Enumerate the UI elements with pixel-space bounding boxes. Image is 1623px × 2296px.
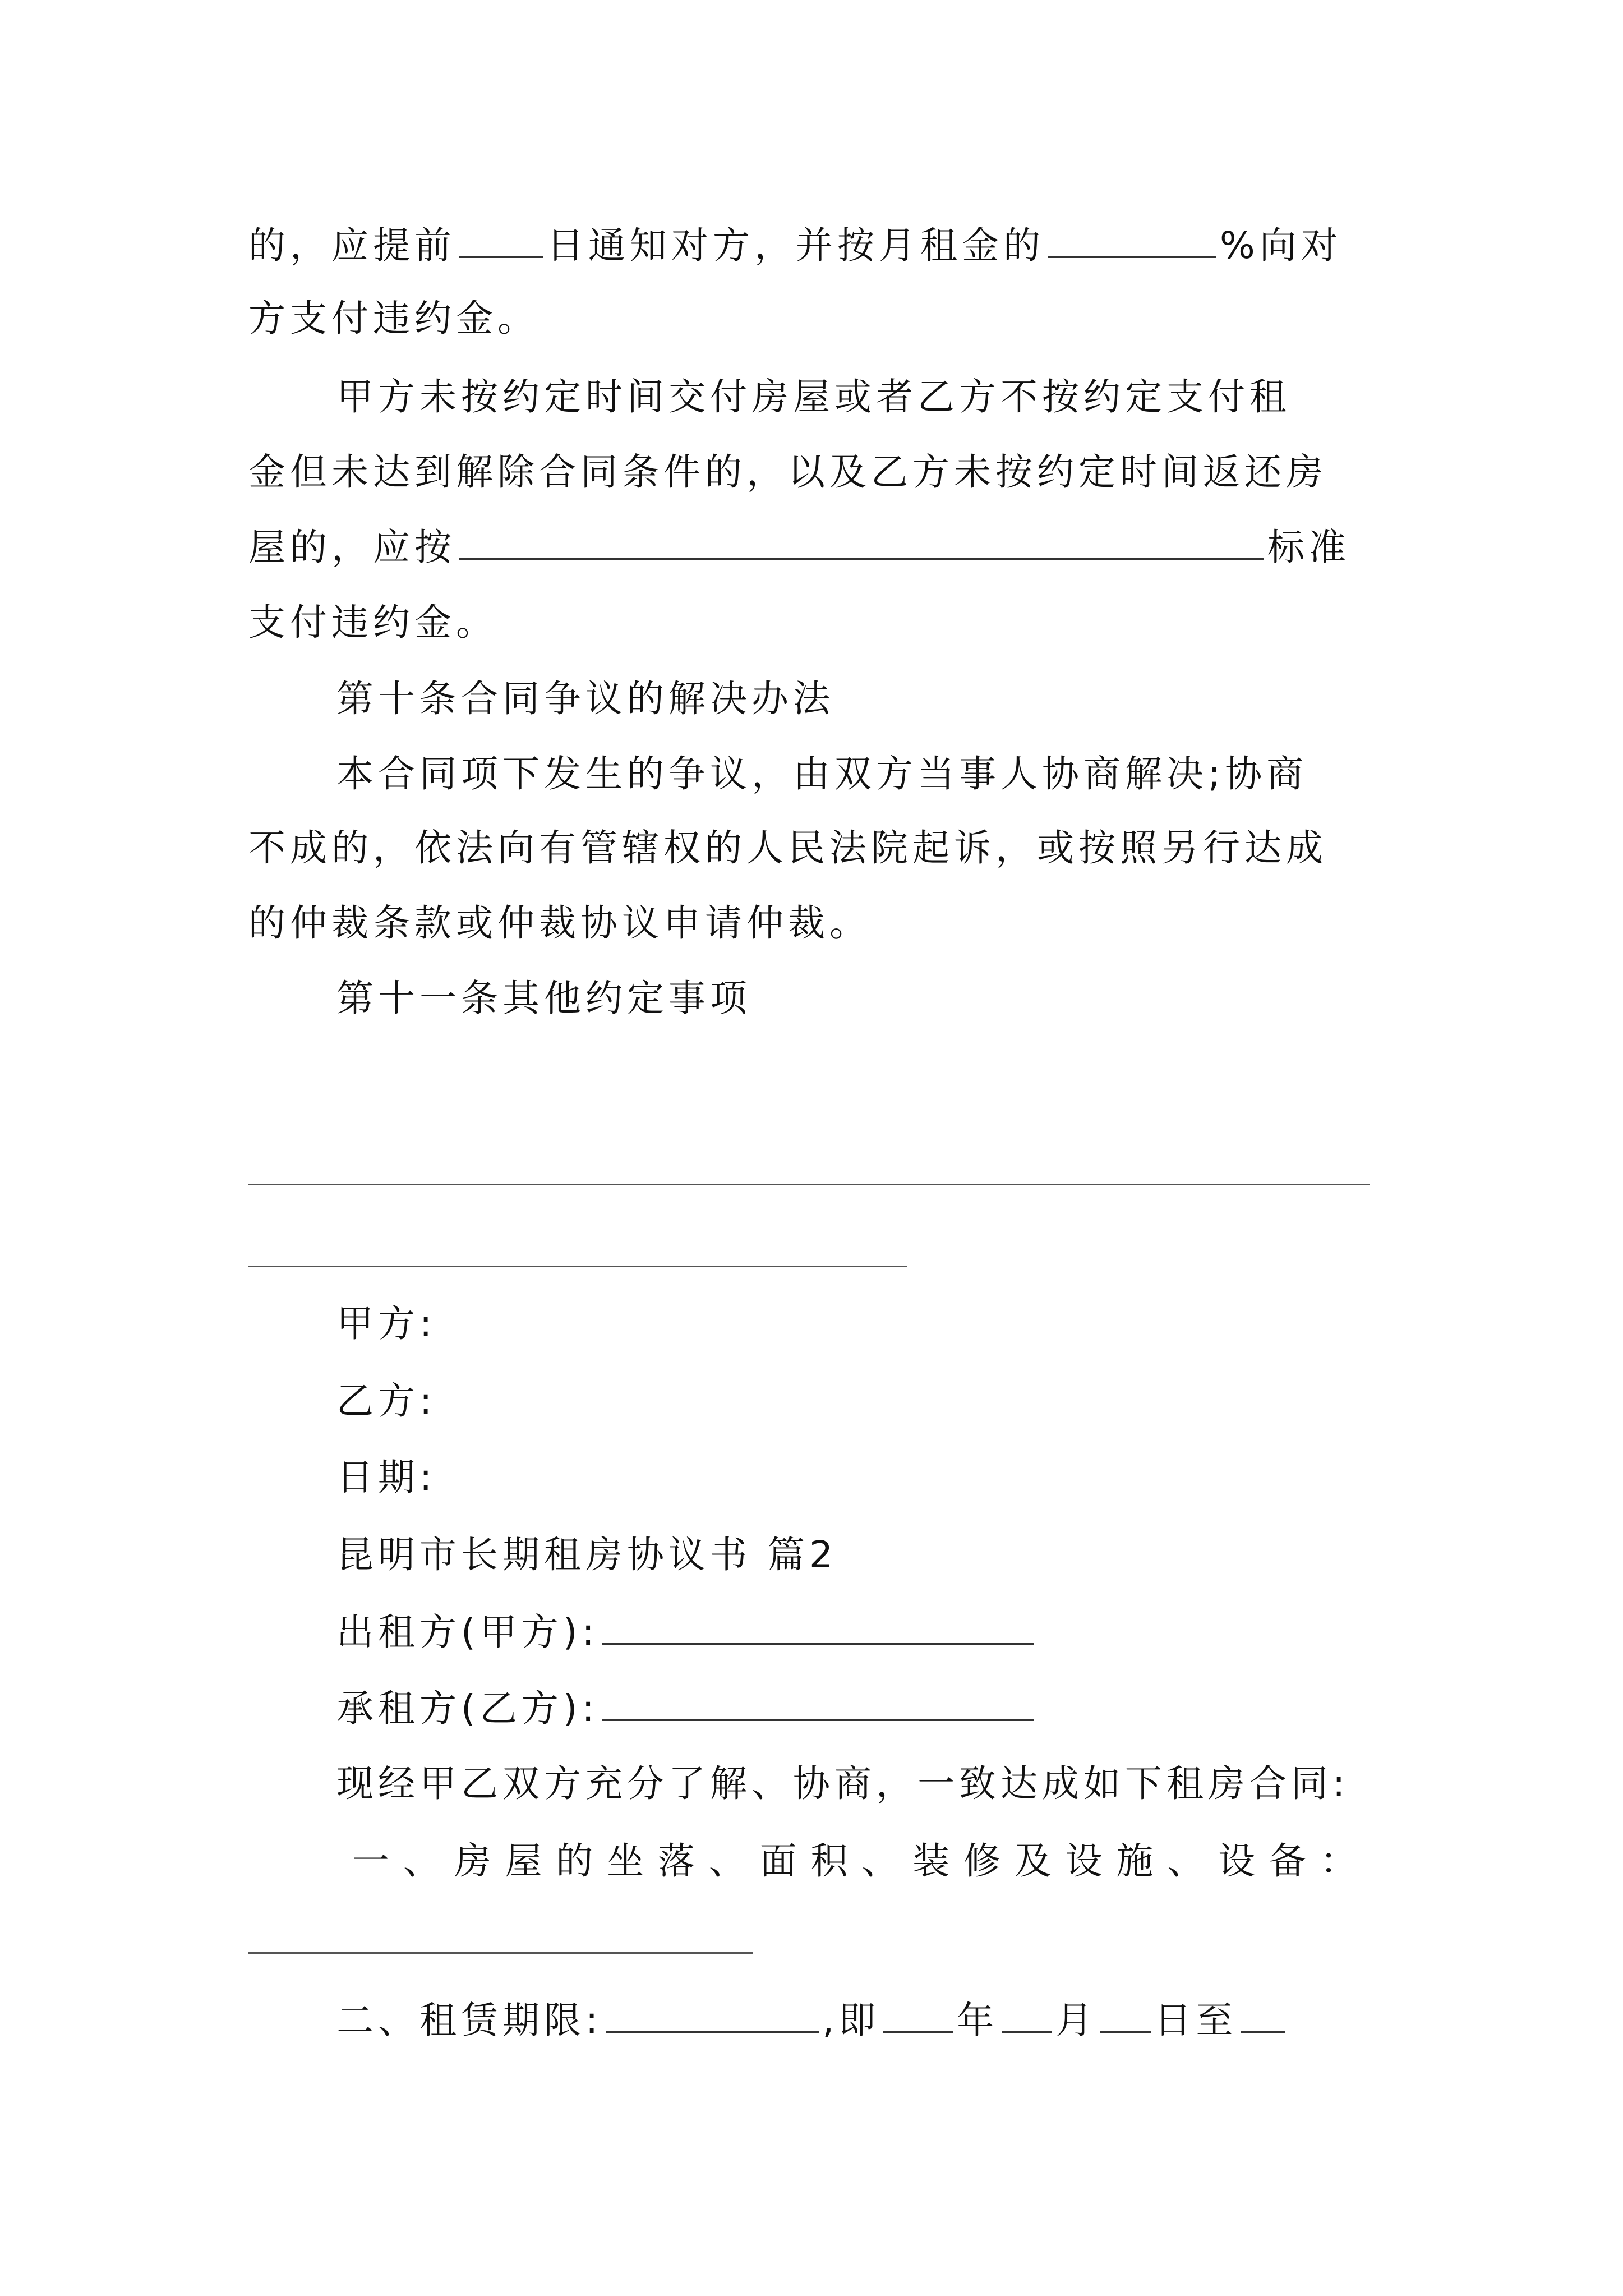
paragraph-line: 现经甲乙双方充分了解、协商，一致达成如下租房合同:	[336, 1762, 1350, 1805]
fill-blank[interactable]	[606, 1996, 819, 2033]
char: 房	[454, 1839, 496, 1883]
paragraph-line: 甲方未按约定时间交付房屋或者乙方不按约定支付租	[336, 375, 1291, 418]
fill-line[interactable]	[248, 1184, 1370, 1185]
text: 日通知对方，并按月租金的	[547, 224, 1045, 267]
fill-blank[interactable]	[1048, 222, 1216, 258]
char: 设	[1065, 1839, 1107, 1883]
party-b-label: 乙方:	[336, 1379, 437, 1423]
fill-blank[interactable]	[1002, 1996, 1052, 2033]
paragraph-line: 不成的，依法向有管辖权的人民法院起诉，或按照另行达成	[248, 826, 1327, 869]
document-title: 昆明市长期租房协议书 篇2	[336, 1533, 837, 1576]
fill-blank[interactable]	[602, 1685, 1034, 1721]
text: 标准	[1267, 526, 1350, 569]
char: 面	[759, 1839, 801, 1883]
char: 一	[352, 1839, 394, 1883]
char: 备	[1269, 1839, 1311, 1883]
char: 及	[1014, 1839, 1056, 1883]
char: 装	[912, 1839, 955, 1883]
text: 承租方(乙方):	[336, 1687, 599, 1730]
paragraph-line: 方支付违约金。	[248, 297, 539, 340]
lessor-line	[336, 1604, 1393, 1660]
fill-line[interactable]	[248, 1952, 753, 1954]
char: 施	[1116, 1839, 1158, 1883]
text: 屋的，应按	[248, 526, 456, 569]
fill-blank[interactable]	[1241, 1996, 1285, 2033]
text: 年	[957, 1999, 999, 2042]
char: ：	[1320, 1839, 1362, 1883]
date-label: 日期:	[336, 1456, 437, 1499]
paragraph-line	[248, 519, 1393, 576]
fill-line[interactable]	[248, 1266, 907, 1267]
char: 坐	[607, 1839, 649, 1883]
char: 的	[556, 1839, 598, 1883]
section-heading	[352, 1833, 1362, 1889]
fill-blank[interactable]	[1100, 1996, 1151, 2033]
char: 、	[1167, 1839, 1209, 1883]
fill-blank[interactable]	[459, 222, 543, 258]
lessee-line	[336, 1681, 1393, 1737]
char: 设	[1218, 1839, 1260, 1883]
paragraph-line: 的仲裁条款或仲裁协议申请仲裁。	[248, 901, 871, 945]
section-heading: 第十一条其他约定事项	[336, 977, 751, 1020]
paragraph-line: 本合同项下发生的争议，由双方当事人协商解决;协商	[336, 752, 1308, 795]
char: 、	[403, 1839, 445, 1883]
text: 的，应提前	[248, 224, 456, 267]
char: 、	[861, 1839, 903, 1883]
text: ,即	[822, 1999, 880, 2042]
paragraph-line	[248, 218, 1393, 274]
text: 日至	[1154, 1999, 1238, 2042]
text: 二、租赁期限:	[336, 1999, 603, 2042]
section-heading: 第十条合同争议的解决办法	[336, 677, 834, 720]
text: %向对	[1220, 224, 1343, 267]
paragraph-line: 支付违约金。	[248, 601, 497, 644]
text: 月	[1055, 1999, 1098, 2042]
fill-blank[interactable]	[602, 1608, 1034, 1645]
char: 积	[810, 1839, 852, 1883]
char: 落	[657, 1839, 699, 1883]
fill-blank[interactable]	[883, 1996, 953, 2033]
text: 出租方(甲方):	[336, 1611, 599, 1654]
paragraph-line: 金但未达到解除合同条件的，以及乙方未按约定时间返还房	[248, 450, 1327, 494]
lease-term-line	[336, 1993, 1393, 2049]
char: 屋	[505, 1839, 547, 1883]
party-a-label: 甲方:	[336, 1302, 437, 1345]
char: 、	[708, 1839, 750, 1883]
fill-blank[interactable]	[459, 523, 1264, 560]
char: 修	[963, 1839, 1005, 1883]
